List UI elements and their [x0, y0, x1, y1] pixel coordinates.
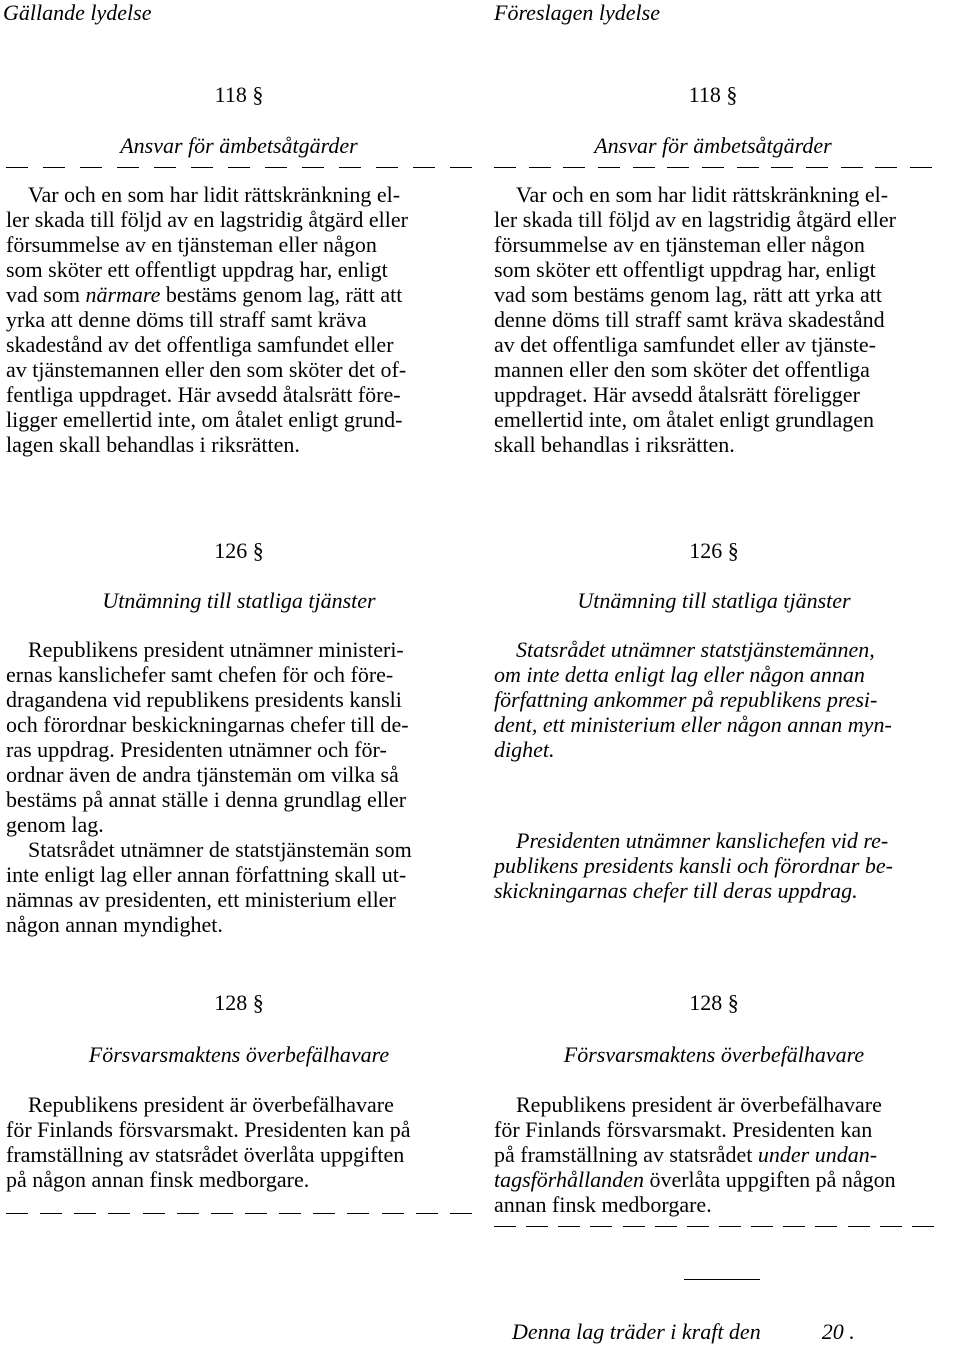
text-line: nämnas av presidenten, ett ministerium eller — [6, 887, 396, 912]
text-line: som sköter ett offentligt uppdrag har, enligt — [6, 257, 388, 282]
text-line: bestäms på annat ställe i denna grundlag eller — [6, 787, 407, 812]
paragraph — [494, 1092, 934, 1217]
section-number: 118 § — [688, 82, 738, 107]
entry-into-force-year: 20 . — [821, 1319, 855, 1344]
text-line: av tjänstemannen eller den som sköter det of- — [6, 357, 407, 382]
omission-dashes — [494, 166, 932, 170]
text-line: författning ankommer på republikens presi- — [494, 687, 878, 712]
text-line: skickningarnas chefer till deras uppdrag. — [494, 878, 858, 903]
section-number: 128 § — [689, 990, 739, 1015]
paragraph — [494, 182, 932, 457]
text-line: ler skada till följd av en lagstridig åtgärd eller — [6, 207, 408, 232]
text-line: publikens presidents kansli och förordnar be- — [494, 853, 894, 878]
text-line: som sköter ett offentligt uppdrag har, enligt — [494, 257, 876, 282]
section-title: Ansvar för ämbetsåtgärder — [120, 133, 358, 158]
text-line: inte enligt lag eller annan författning skall ut- — [6, 862, 407, 887]
section-118-proposed — [494, 82, 932, 457]
entry-into-force — [512, 1319, 932, 1344]
text-line: Republikens president utnämner ministeri- — [28, 637, 404, 662]
entry-into-force-text: Denna lag träder i kraft den — [512, 1319, 761, 1344]
column-header-proposed: Föreslagen lydelse — [494, 0, 660, 25]
text-line: skadestånd av det offentliga samfundet eller — [6, 332, 394, 357]
section-number: 118 § — [214, 82, 264, 107]
section-126-proposed — [494, 538, 934, 903]
text-line: av det offentliga samfundet eller av tjänste- — [494, 332, 877, 357]
text-line: uppdraget. Här avsedd åtalsrätt föreligger — [494, 382, 860, 407]
text-line: för Finlands försvarsmakt. Presidenten kan på — [6, 1117, 411, 1142]
emphasis: närmare — [85, 282, 161, 307]
text-line: denne döms till straff samt kräva skadestånd — [494, 307, 885, 332]
text-line: någon annan myndighet. — [6, 912, 223, 937]
text-line: för Finlands försvarsmakt. Presidenten kan — [494, 1117, 873, 1142]
text-line: Presidenten utnämner kanslichefen vid re- — [516, 828, 889, 853]
text-line: ler skada till följd av en lagstridig åtgärd eller — [494, 207, 896, 232]
section-title: Försvarsmaktens överbefälhavare — [563, 1042, 865, 1067]
text-line: dragandena vid republikens presidents kansli — [6, 687, 402, 712]
emphasis: tagsförhållanden — [494, 1167, 644, 1192]
text-line: Republikens president är överbefälhavare — [28, 1092, 394, 1117]
section-118-current — [6, 82, 472, 457]
text-line: skall behandlas i riksrätten. — [494, 432, 735, 457]
section-title: Försvarsmaktens överbefälhavare — [88, 1042, 390, 1067]
text-line: fentliga uppdraget. Här avsedd åtalsrätt före- — [6, 382, 401, 407]
section-128-current — [6, 990, 472, 1216]
section-number: 126 § — [689, 538, 739, 563]
paragraph — [6, 1092, 472, 1192]
column-header-current: Gällande lydelse — [3, 0, 152, 25]
text-line: Var och en som har lidit rättskränkning el- — [28, 182, 401, 207]
paragraph-italic — [494, 828, 934, 903]
text-line: lagen skall behandlas i riksrätten. — [6, 432, 300, 457]
omission-dashes — [6, 1212, 472, 1216]
section-title: Utnämning till statliga tjänster — [102, 588, 376, 613]
text-line: emellertid inte, om åtalet enligt grundlagen — [494, 407, 874, 432]
paragraph — [6, 182, 472, 457]
text-line: och förordnar beskickningarnas chefer till de- — [6, 712, 409, 737]
text-line: försummelse av en tjänsteman eller någon — [494, 232, 865, 257]
text-line: Statsrådet utnämner statstjänstemännen, — [516, 637, 875, 662]
text-line-emphasis: vad som närmare bestäms genom lag, rätt att — [6, 282, 403, 307]
text-line: försummelse av en tjänsteman eller någon — [6, 232, 377, 257]
text-line: Statsrådet utnämner de statstjänstemän som — [28, 837, 412, 862]
text-line: genom lag. — [6, 812, 104, 837]
text-line: framställning av statsrådet överlåta uppgiften — [6, 1142, 405, 1167]
text-line: dighet. — [494, 737, 555, 762]
text-line: på någon annan finsk medborgare. — [6, 1167, 310, 1192]
text-line-emphasis: tagsförhållanden överlåta uppgiften på någon — [494, 1167, 896, 1192]
text-line: annan finsk medborgare. — [494, 1192, 712, 1217]
section-number: 128 § — [214, 990, 264, 1015]
separator-line — [684, 1279, 760, 1280]
text-line: dent, ett ministerium eller någon annan myn- — [494, 712, 892, 737]
paragraph-italic — [494, 637, 934, 762]
section-title: Utnämning till statliga tjänster — [577, 588, 851, 613]
paragraph — [6, 637, 472, 937]
section-title: Ansvar för ämbetsåtgärder — [594, 133, 832, 158]
emphasis: under undan- — [757, 1142, 878, 1167]
text-line: yrka att denne döms till straff samt kräva — [6, 307, 367, 332]
section-number: 126 § — [214, 538, 264, 563]
omission-dashes — [6, 166, 472, 170]
text-line: vad som bestäms genom lag, rätt att yrka att — [494, 282, 882, 307]
section-128-proposed — [494, 990, 934, 1229]
text-line: ernas kanslichefer samt chefen för och före- — [6, 662, 394, 687]
omission-dashes — [494, 1225, 934, 1229]
text-line-emphasis: på framställning av statsrådet under undan- — [494, 1142, 878, 1167]
text-line: mannen eller den som sköter det offentliga — [494, 357, 870, 382]
text-line: ordnar även de andra tjänstemän om vilka så — [6, 762, 399, 787]
text-line: om inte detta enligt lag eller någon annan — [494, 662, 865, 687]
text-line: Var och en som har lidit rättskränkning el- — [516, 182, 889, 207]
text-line: ras uppdrag. Presidenten utnämner och för- — [6, 737, 387, 762]
text-line: Republikens president är överbefälhavare — [516, 1092, 882, 1117]
text-line: ligger emellertid inte, om åtalet enligt grund- — [6, 407, 403, 432]
section-126-current — [6, 538, 472, 937]
